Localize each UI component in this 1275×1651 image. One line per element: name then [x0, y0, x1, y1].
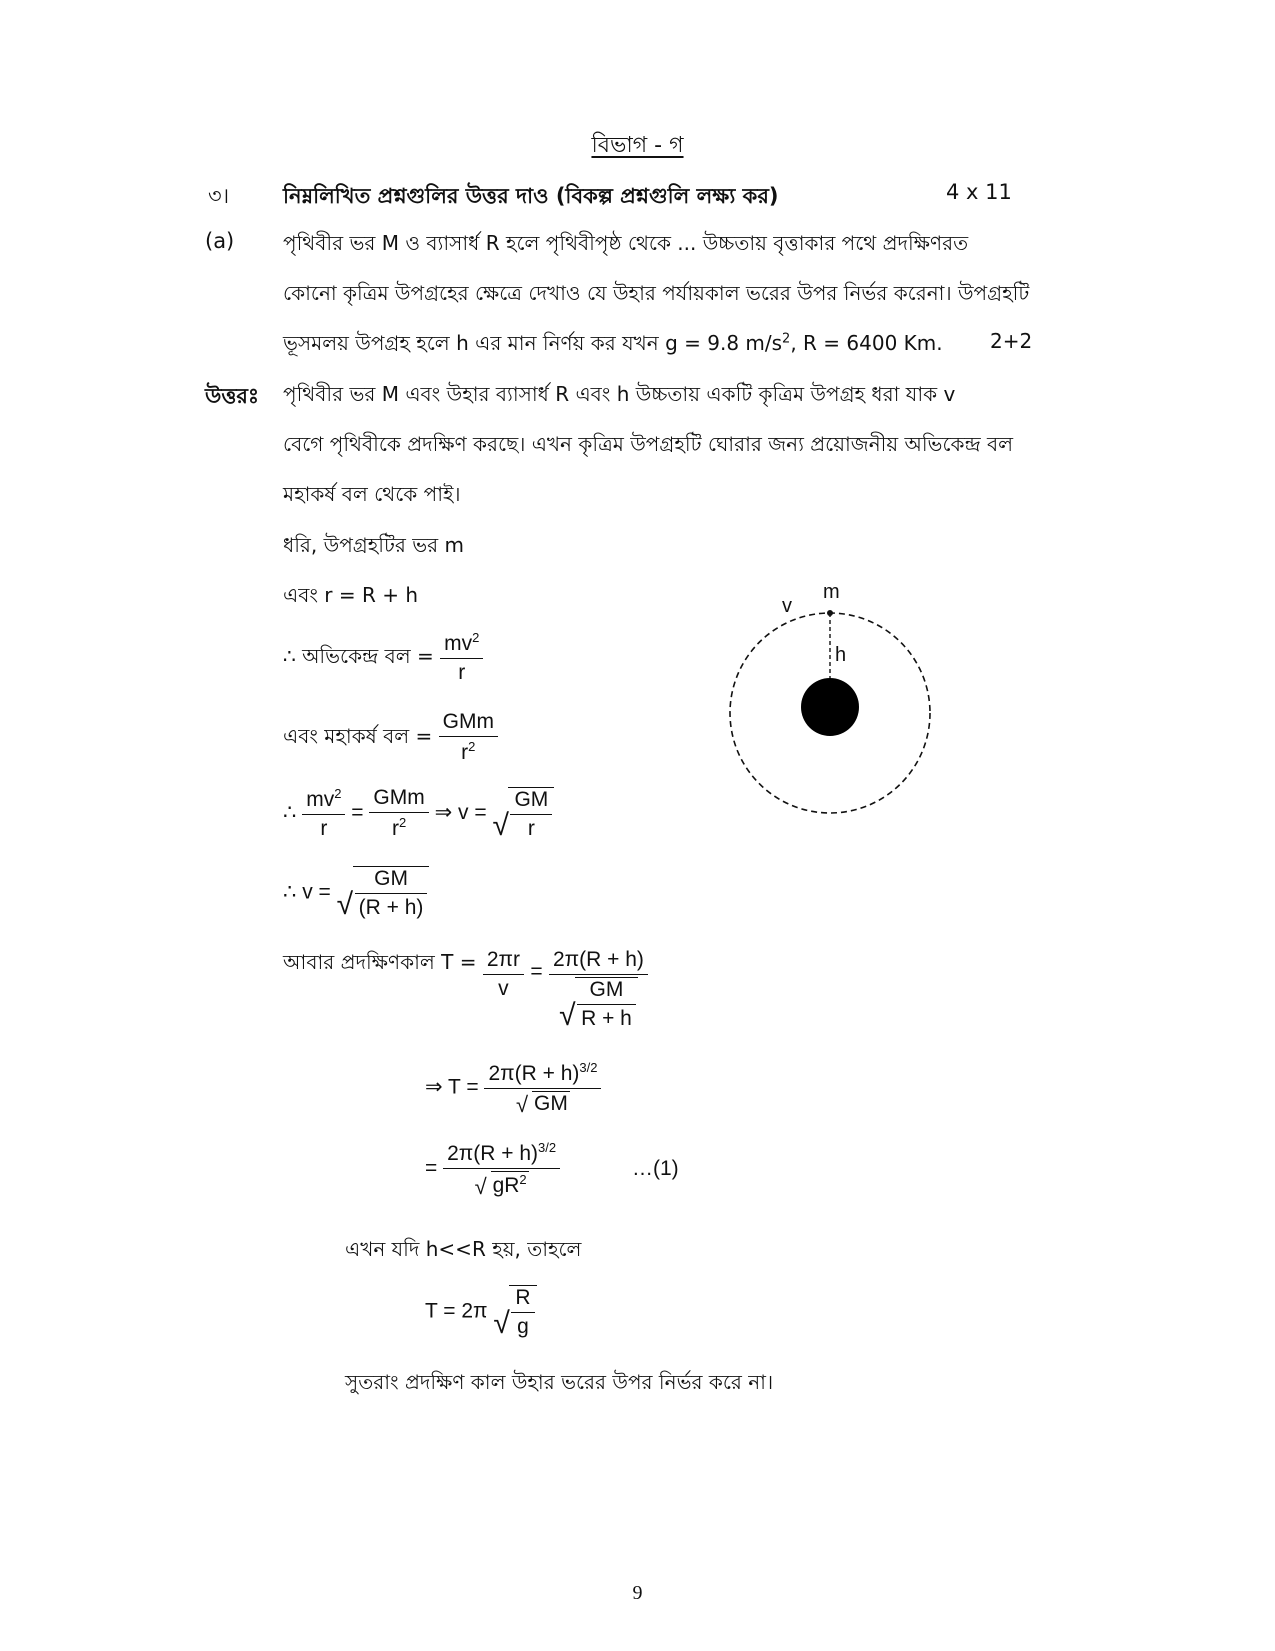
part-a-marks: 2+2: [990, 329, 1033, 353]
radius-definition: এবং r = R + h: [283, 583, 419, 607]
label-height: h: [835, 644, 847, 666]
answer-label: উত্তরঃ: [205, 384, 260, 408]
period-eq-2: ⇒ T = $2\pi(R + h)^{3/2}$ √ GM: [425, 1060, 601, 1116]
equation-tag: …(1): [632, 1157, 679, 1180]
condition-text: এখন যদি h<<R হয়, তাহলে: [345, 1237, 582, 1261]
answer-line-1: পৃথিবীর ভর M এবং উহার ব্যাসার্ধ R এবং h উচ্চতায় একটি কৃত্রিম উপগ্রহ ধরা যাক v: [283, 382, 956, 406]
part-a-line-1: পৃথিবীর ভর M ও ব্যাসার্ধ R হলে পৃথিবীপৃষ্ঠ থেকে ... উচ্চতায় বৃত্তাকার পথে প্রদক্ষিণরত: [283, 231, 969, 255]
centripetal-force-eq: ∴ অভিকেন্দ্র বল = $\frac{mv^2}{r}$: [283, 630, 483, 685]
velocity-derivation-eq: ∴ $\frac{mv^2}{r}$ = $\frac{\text{GMm}}{r^2}$ ⇒ v = √ $\frac{GM}{r}$: [283, 786, 554, 841]
section-title: বিভাগ - গ: [591, 133, 684, 158]
question-number: ৩।: [208, 184, 230, 208]
assume-mass: ধরি, উপগ্রহটির ভর m: [283, 533, 465, 557]
label-velocity: v: [782, 595, 792, 617]
part-a-line-3: ভূসমলয় উপগ্রহ হলে h এর মান নির্ণয় কর যখন g = 9.8 $m/s^2$, R = 6400 Km.: [283, 331, 943, 355]
gravity-force-eq: এবং মহাকর্ষ বল = $\frac{\text{GMm}}{r^2}$: [283, 710, 498, 765]
page-number: 9: [632, 1582, 643, 1604]
conclusion-text: সুতরাং প্রদক্ষিণ কাল উহার ভরের উপর নির্ভর করে না।: [345, 1370, 774, 1394]
period-approx-eq: T = 2π √ $\frac{R}{g}$: [425, 1285, 537, 1339]
velocity-eq: ∴ v = √ $\frac{GM}{(R + h)}$: [283, 866, 429, 920]
label-mass: m: [823, 581, 840, 603]
part-a-line-2: কোনো কৃত্রিম উপগ্রহের ক্ষেত্রে দেখাও যে উহার পর্যায়কাল ভরের উপর নির্ভর করেনা। উপগ্রহটি: [283, 281, 1030, 305]
part-a-label: (a): [205, 229, 235, 253]
period-eq: আবার প্রদক্ষিণকাল T = $\frac{2\pi r}{v}$ = 2π(R + h) √ $\frac{GM}{R + h}$: [283, 948, 648, 1031]
satellite-dot: [827, 610, 833, 616]
question-instruction: নিম্নলিখিত প্রশ্নগুলির উত্তর দাও (বিকল্প প্রশ্নগুলি লক্ষ্য কর): [283, 184, 779, 208]
answer-line-2: বেগে পৃথিবীকে প্রদক্ষিণ করছে। এখন কৃত্রিম উপগ্রহটি ঘোরার জন্য প্রয়োজনীয় অভিকেন্দ্র বল: [283, 432, 1014, 456]
period-eq-3: = $2\pi(R + h)^{3/2}$ √ $gR^2$: [425, 1140, 560, 1198]
question-marks: 4 x 11: [946, 180, 1012, 204]
earth-circle: [801, 678, 859, 736]
answer-line-3: মহাকর্ষ বল থেকে পাই।: [283, 482, 461, 506]
orbit-diagram: [720, 575, 950, 815]
